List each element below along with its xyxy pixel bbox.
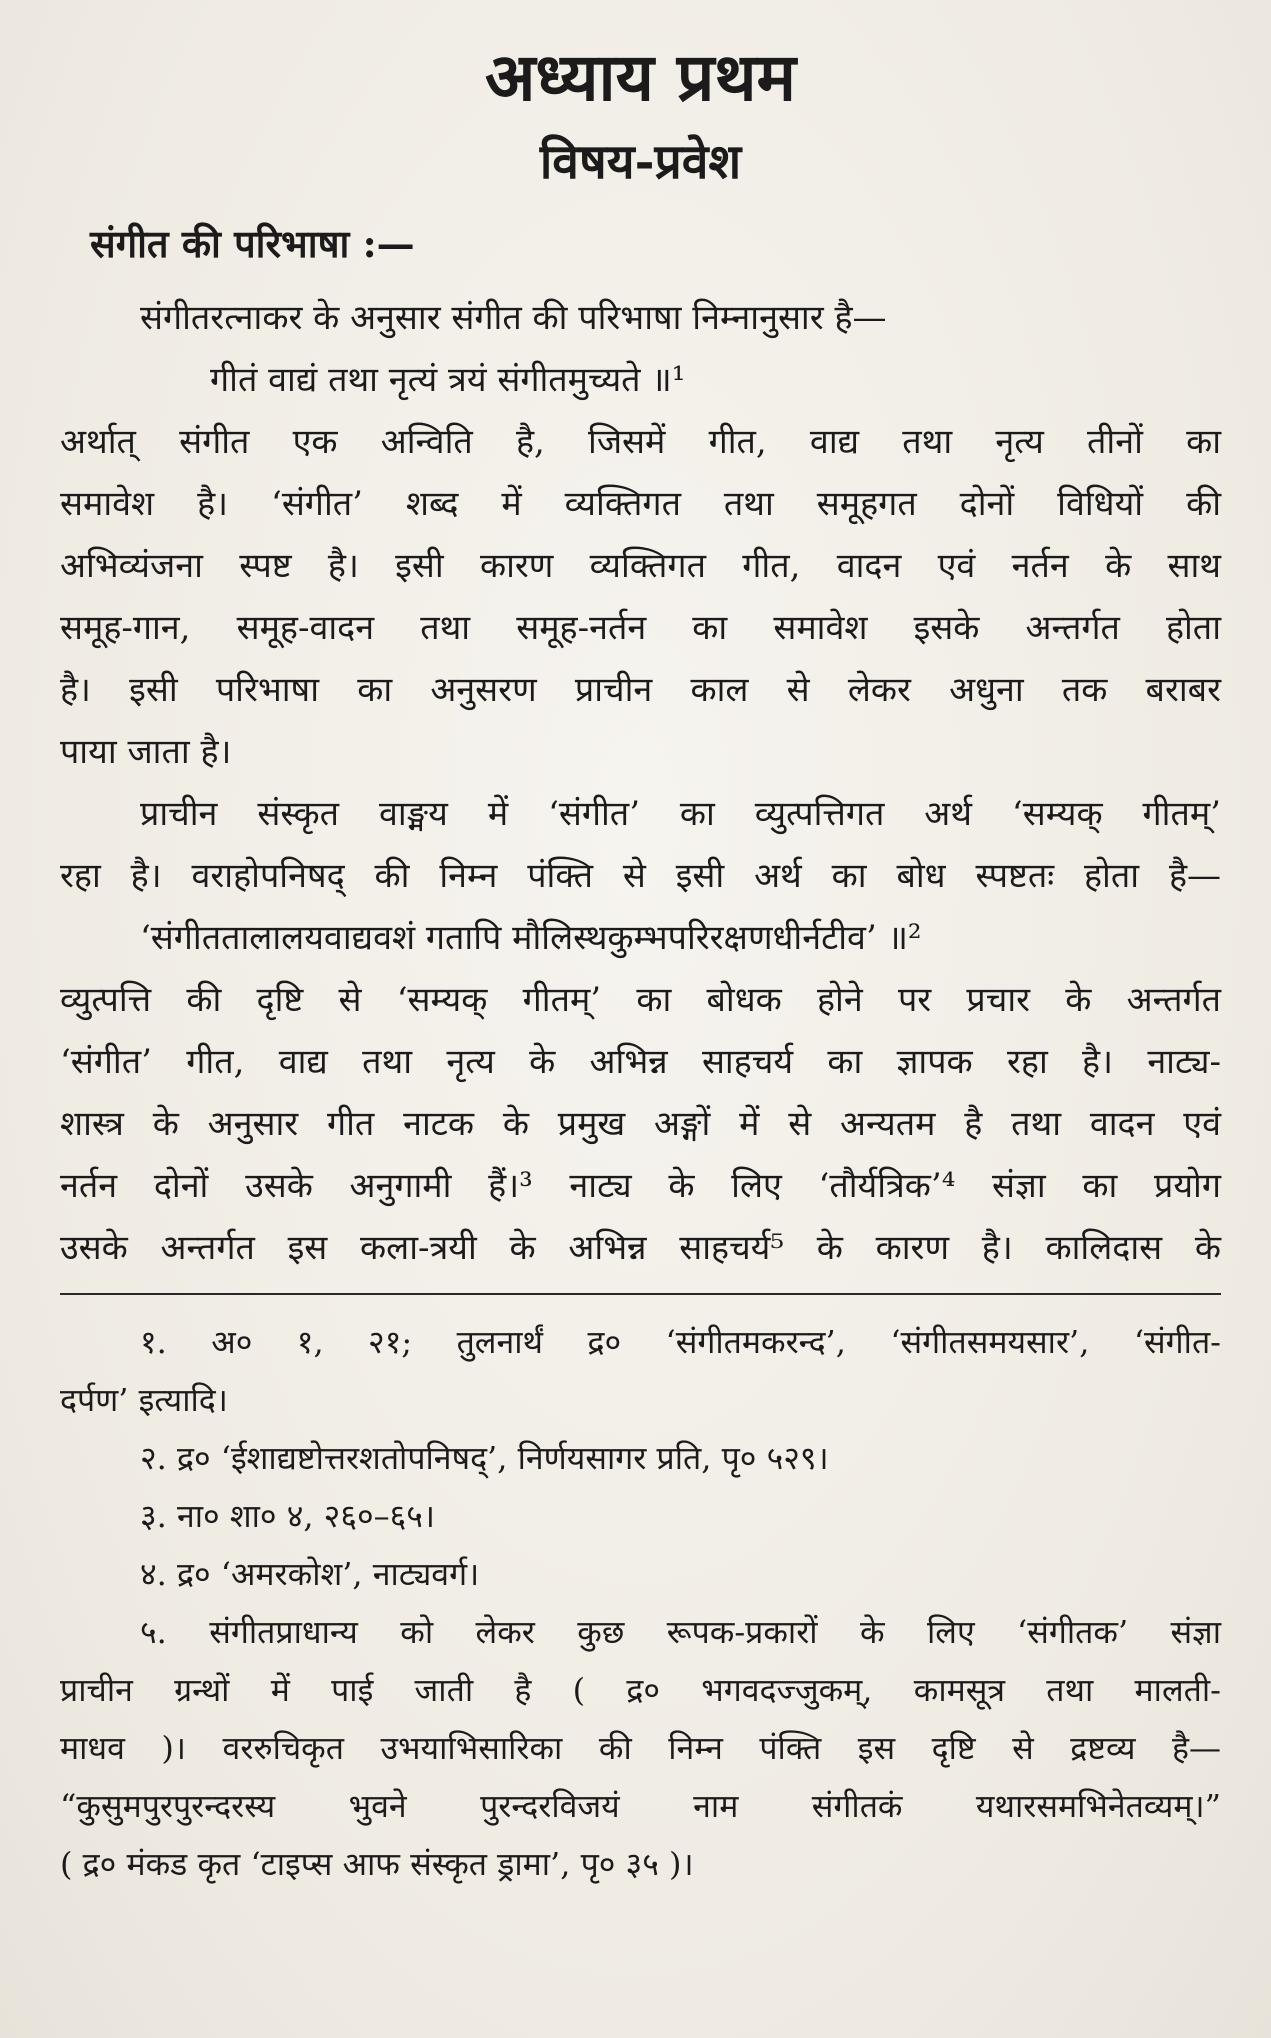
footnote-2: २. द्र० ‘ईशाद्यष्टोत्तरशतोपनिषद्’, निर्णयसागर प्रति, पृ० ५२९।	[140, 1438, 829, 1477]
paragraph-line: शास्त्र के अनुसार गीत नाटक के प्रमुख अङ्गों में से अन्यतम है तथा वादन एवं	[60, 1103, 1221, 1144]
paragraph-3	[60, 969, 1221, 1279]
footnote-5-line: प्राचीन ग्रन्थों में पाई जाती है ( द्र० भगवदज्जुकम्, कामसूत्र तथा मालती-	[60, 1670, 1221, 1709]
footnote-1-line: दर्पण’ इत्यादि।	[60, 1380, 228, 1419]
quote-varahopanishad: ‘संगीततालालयवाद्यवशं गतापि मौलिस्थकुम्भपरिरक्षणधीर्नटीव’ ॥²	[140, 917, 922, 958]
footnotes	[60, 1313, 1221, 1893]
chapter-title: अध्याय प्रथम	[484, 38, 797, 116]
paragraph-line: नर्तन दोनों उसके अनुगामी हैं।³ नाट्य के लिए ‘तौर्यत्रिक’⁴ संज्ञा का प्रयोग	[60, 1165, 1221, 1206]
paragraph-line: व्युत्पत्ति की दृष्टि से ‘सम्यक् गीतम्’ का बोधक होने पर प्रचार के अन्तर्गत	[60, 979, 1221, 1020]
paragraph-line: समूह-गान, समूह-वादन तथा समूह-नर्तन का समावेश इसके अन्तर्गत होता	[60, 607, 1221, 648]
paragraph-1	[60, 411, 1221, 783]
footnote-divider	[60, 1293, 1221, 1295]
paragraph-line: उसके अन्तर्गत इस कला-त्रयी के अभिन्न साहचर्य⁵ के कारण है। कालिदास के	[60, 1227, 1221, 1268]
section-title: विषय-प्रवेश	[539, 133, 742, 190]
footnote-4: ४. द्र० ‘अमरकोश’, नाट्यवर्ग।	[140, 1554, 480, 1593]
paragraph-line: अर्थात् संगीत एक अन्विति है, जिसमें गीत, वाद्य तथा नृत्य तीनों का	[60, 421, 1221, 462]
paragraph-2	[60, 783, 1221, 907]
paragraph-line: समावेश है। ‘संगीत’ शब्द में व्यक्तिगत तथा समूहगत दोनों विधियों की	[60, 483, 1221, 524]
footnote-5-line: ५. संगीतप्राधान्य को लेकर कुछ रूपक-प्रकारों के लिए ‘संगीतक’ संज्ञा	[140, 1612, 1221, 1651]
paragraph-line: है। इसी परिभाषा का अनुसरण प्राचीन काल से लेकर अधुना तक बराबर	[60, 669, 1221, 710]
footnote-5-line: माधव )। वररुचिकृत उभयाभिसारिका की निम्न पंक्ति इस दृष्टि से द्रष्टव्य है—	[60, 1728, 1221, 1767]
paragraph-line: रहा है। वराहोपनिषद् की निम्न पंक्ति से इसी अर्थ का बोध स्पष्टतः होता है—	[60, 855, 1221, 896]
paragraph-line: पाया जाता है।	[60, 731, 232, 772]
footnote-1-line: १. अ० १, २१; तुलनार्थं द्र० ‘संगीतमकरन्द’, ‘संगीतसमयसार’, ‘संगीत-	[140, 1322, 1221, 1361]
paragraph-line: ‘संगीत’ गीत, वाद्य तथा नृत्य के अभिन्न साहचर्य का ज्ञापक रहा है। नाट्य-	[60, 1041, 1221, 1082]
quote-sangitaratnakara: गीतं वाद्यं तथा नृत्यं त्रयं संगीतमुच्यते ॥¹	[210, 359, 686, 400]
subheading-definition: संगीत की परिभाषा :—	[90, 221, 415, 267]
paragraph-line: प्राचीन संस्कृत वाङ्मय में ‘संगीत’ का व्युत्पत्तिगत अर्थ ‘सम्यक् गीतम्’	[140, 793, 1221, 834]
footnote-3: ३. ना० शा० ४, २६०–६५।	[140, 1496, 436, 1535]
intro-line: संगीतरत्नाकर के अनुसार संगीत की परिभाषा निम्नानुसार है—	[140, 297, 887, 338]
paragraph-line: अभिव्यंजना स्पष्ट है। इसी कारण व्यक्तिगत गीत, वादन एवं नर्तन के साथ	[60, 545, 1221, 586]
footnote-5-line: ( द्र० मंकड कृत ‘टाइप्स आफ संस्कृत ड्रामा’, पृ० ३५ )।	[60, 1844, 694, 1883]
footnote-5-line: “कुसुमपुरपुरन्दरस्य भुवने पुरन्दरविजयं नाम संगीतकं यथारसमभिनेतव्यम्।”	[60, 1786, 1221, 1825]
